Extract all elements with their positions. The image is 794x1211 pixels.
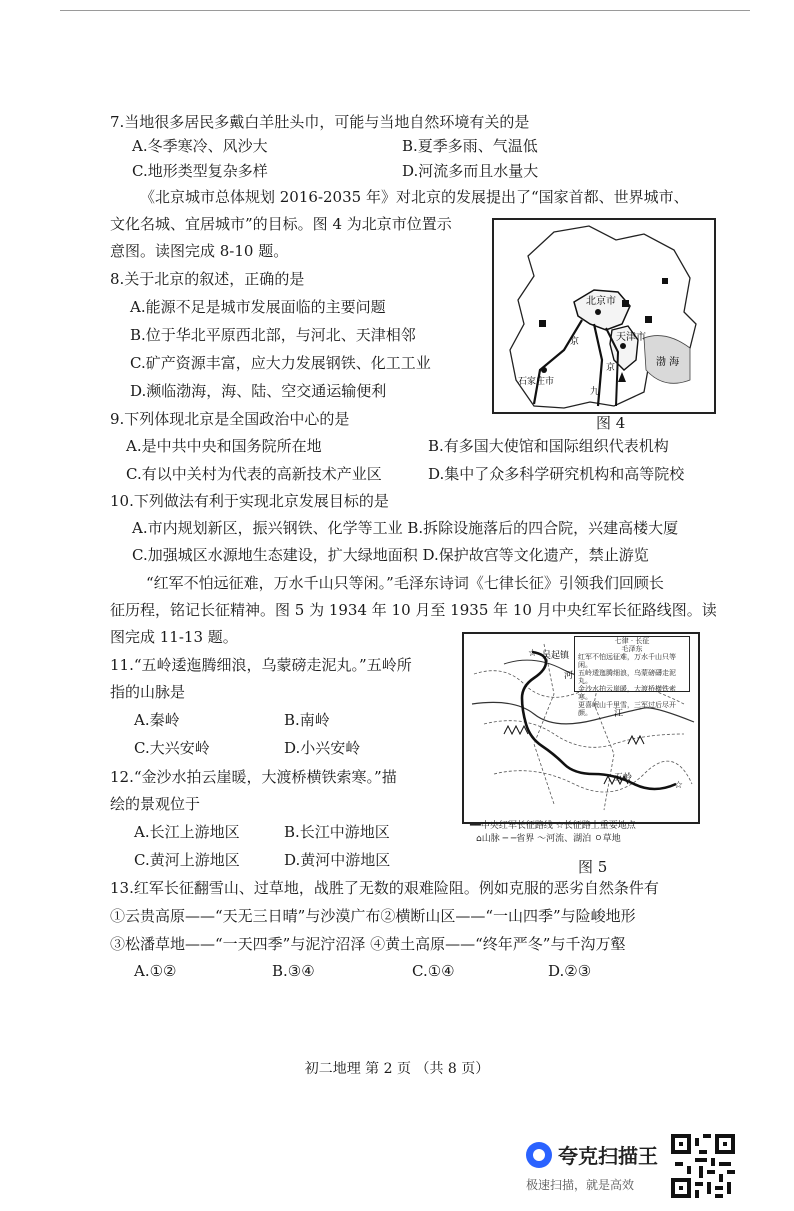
q8-option-d: D.濒临渤海，海、陆、空交通运输便利 [130,382,387,400]
figure-5-caption: 图 5 [578,858,608,876]
beijing-intro-line-3: 意图。读图完成 8-10 题。 [110,242,289,260]
mountain-symbol [504,726,528,734]
q9-option-a: A.是中共中央和国务院所在地 [126,437,322,455]
brand-name: 夸克扫描王 [558,1144,658,1168]
rail-label-jing: 京 [606,363,616,373]
poem-title: 七律 · 长征 [614,637,650,645]
q13-option-c: C.①④ [412,962,455,980]
q11-option-c: C.大兴安岭 [134,739,210,757]
poem-inset [574,636,690,717]
page-footer: 初二地理 第 2 页 （共 8 页） [304,1061,490,1077]
q7-option-d: D.河流多而且水量大 [402,162,539,180]
map5-legend-row-1: ━━中央红军长征路线 ☆长征路上重要地点 [470,821,636,831]
oil-symbol [618,372,626,382]
q9-option-d: D.集中了众多科学研究机构和高等院校 [428,465,685,483]
q13-option-a: A.①② [134,962,177,980]
beijing-map-svg [494,220,714,412]
q12-option-a: A.长江上游地区 [134,823,240,841]
q10-options-ab: A.市内规划新区，振兴钢铁、化学等工业 B.拆除设施落后的四合院，兴建高楼大厦 [132,519,679,537]
poem-line: 金沙水拍云崖暖，大渡桥横铁索寒。 [578,685,676,701]
map5-legend-row-2: ⌂山脉 ─ ─省界 〜河流、湖泊 ㅇ草地 [476,834,621,844]
q9-option-c: C.有以中关村为代表的高新技术产业区 [126,465,382,483]
q7-option-a: A.冬季寒冷、风沙大 [132,137,268,155]
figure-4-caption: 图 4 [596,414,626,432]
rail-label-jing: 京 [570,337,580,347]
beijing-intro-line-1: 《北京城市总体规划 2016-2035 年》对北京的发展提出了“国家首都、世界城市、 [140,188,689,206]
rail-jingguang [534,320,582,404]
rail-label-jiu: 九 [590,387,600,397]
q11-option-a: A.秦岭 [134,711,180,729]
q13-option-b: B.③④ [272,962,315,980]
province-border [484,721,684,748]
mine-symbol [622,300,629,307]
q12-option-d: D.黄河中游地区 [284,851,391,869]
mountain-symbol [628,736,644,744]
q11-option-d: D.小兴安岭 [284,739,361,757]
q12-option-c: C.黄河上游地区 [134,851,240,869]
river-label-he: 河 [564,671,574,681]
q11-stem-line-2: 指的山脉是 [110,683,186,701]
q13-option-d: D.②③ [548,962,592,980]
q7-option-b: B.夏季多雨、气温低 [402,137,538,155]
q11-option-b: B.南岭 [284,711,330,729]
scanner-watermark [526,1140,666,1200]
q13-statements-row-2: ③松潘草地——“一天四季”与泥泞沼泽 ④黄土高原——“终年严冬”与千沟万壑 [110,935,626,953]
q7-option-c: C.地形类型复杂多样 [132,162,268,180]
q9-option-b: B.有多国大使馆和国际组织代表机构 [428,437,669,455]
longmarch-intro-line-1: “红军不怕远征难，万水千山只等闲。”毛泽东诗词《七律长征》引领我们回顾长 [146,574,664,592]
mine-symbol [645,316,652,323]
q11-stem-line-1: 11.“五岭逶迤腾细浪，乌蒙磅走泥丸。”五岭所 [110,656,412,674]
q7-stem: 7.当地很多居民多戴白羊肚头巾，可能与当地自然环境有关的是 [110,113,530,131]
q13-statements-row-1: ①云贵高原——“天无三日晴”与沙漠广布②横断山区——“一山四季”与险峻地形 [110,907,636,925]
beijing-point [595,309,601,315]
q12-option-b: B.长江中游地区 [284,823,390,841]
brand-tagline: 极速扫描，就是高效 [526,1178,635,1192]
mine-symbol [539,320,546,327]
q12-stem-line-1: 12.“金沙水拍云崖暖，大渡桥横铁索寒。”描 [110,768,397,786]
longmarch-intro-line-2: 征历程，铭记长征精神。图 5 为 1934 年 10 月至 1935 年 10 月中央红军长征路线图。读 [110,601,717,619]
q8-option-b: B.位于华北平原西北部，与河北、天津相邻 [130,326,416,344]
q8-stem: 8.关于北京的叙述，正确的是 [110,270,305,288]
key-place-star: ☆ [674,780,683,791]
shijiazhuang-label: 石家庄市 [518,377,555,387]
q10-stem: 10.下列做法有利于实现北京发展目标的是 [110,492,389,510]
river-label-jiang: 江 [614,709,624,719]
poem-line: 红军不怕远征难，万水千山只等闲。 [578,653,676,669]
tianjin-point [620,343,626,349]
key-place-star: ☆ [528,648,537,659]
wuling-label: 五岭 [614,773,633,783]
shijiazhuang-point [541,367,547,373]
q9-stem: 9.下列体现北京是全国政治中心的是 [110,410,350,428]
q8-option-a: A.能源不足是城市发展面临的主要问题 [130,298,386,316]
poem-author: 毛泽东 [621,645,643,653]
poem-line: 五岭逶迤腾细浪，乌蒙磅礴走泥丸。 [578,669,676,685]
bohai-label: 渤 海 [656,357,680,368]
q12-stem-line-2: 绘的景观位于 [110,795,201,813]
mine-symbol [662,278,668,284]
beijing-label: 北京市 [586,296,616,307]
qr-code-icon [671,1134,735,1198]
beijing-intro-line-2: 文化名城、宜居城市”的目标。图 4 为北京市位置示 [110,215,452,233]
q8-option-c: C.矿产资源丰富，应大力发展钢铁、化工工业 [130,354,431,372]
q10-options-cd: C.加强城区水源地生态建设，扩大绿地面积 D.保护故宫等文化遗产，禁止游览 [132,546,649,564]
quark-logo-icon [526,1142,552,1168]
longmarch-intro-line-3: 图完成 11-13 题。 [110,628,238,646]
q13-stem: 13.红军长征翻雪山、过草地，战胜了无数的艰难险阻。例如克服的恶劣自然条件有 [110,879,659,897]
top-rule [60,10,750,11]
beijing-location-map [492,218,716,414]
wuqizhen-label: 吴起镇 [542,651,570,661]
tianjin-label: 天津市 [616,332,646,343]
poem-line: 更喜岷山千里雪，三军过后尽开颜。 [578,701,676,717]
